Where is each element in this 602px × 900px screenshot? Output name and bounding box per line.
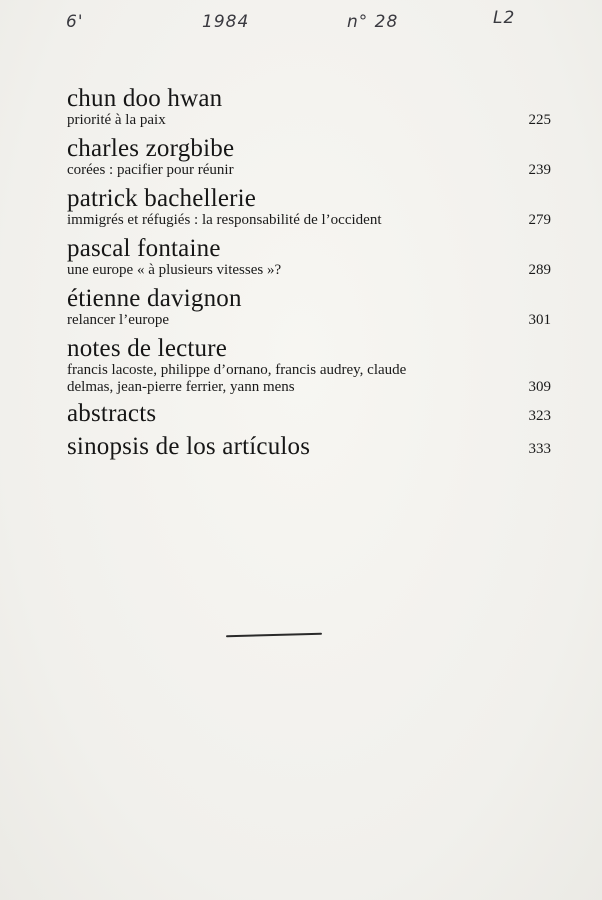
entry-subtitle-row [67, 312, 551, 329]
handwritten-annotation: n° 28 [347, 12, 399, 32]
entry-subtitle-row [67, 112, 551, 129]
entry-subtitle-row [67, 162, 551, 179]
entry-subtitle: delmas, jean-pierre ferrier, yann mens [67, 379, 295, 395]
toc-entry [67, 236, 551, 279]
toc-entry [67, 86, 551, 129]
entry-page-number: 333 [528, 441, 551, 457]
handwritten-annotation: 6' [66, 12, 84, 32]
entry-page-number: 239 [528, 162, 551, 178]
entry-page-number: 289 [528, 262, 551, 278]
end-rule-divider [226, 633, 322, 638]
entry-author: charles zorgbibe [67, 135, 235, 162]
entry-author: chun doo hwan [67, 85, 223, 112]
entry-subtitle: priorité à la paix [67, 112, 166, 128]
entry-page-number: 279 [528, 212, 551, 228]
toc-entry [67, 434, 551, 460]
entry-author: patrick bachellerie [67, 185, 257, 212]
entry-page-number: 309 [528, 379, 551, 395]
entry-page-number: 301 [528, 312, 551, 328]
entry-subtitle: une europe « à plusieurs vitesses »? [67, 262, 282, 278]
toc-entry [67, 286, 551, 329]
entry-author: notes de lecture [67, 335, 228, 362]
entry-subtitle-row [67, 362, 551, 396]
table-of-contents [67, 86, 551, 460]
toc-entry [67, 336, 551, 396]
entry-author: étienne davignon [67, 285, 242, 312]
handwritten-annotation: 1984 [202, 12, 250, 32]
entry-author: sinopsis de los artículos [67, 433, 311, 460]
entry-subtitle: relancer l’europe [67, 312, 170, 328]
entry-author: pascal fontaine [67, 235, 221, 262]
handwritten-annotation: L2 [493, 8, 516, 28]
entry-page-number: 323 [528, 408, 551, 424]
entry-subtitle: francis lacoste, philippe d’ornano, francis audrey, claude [67, 362, 407, 378]
entry-subtitle-row [67, 212, 551, 229]
entry-subtitle: corées : pacifier pour réunir [67, 162, 234, 178]
entry-subtitle-row [67, 262, 551, 279]
entry-page-number: 225 [528, 112, 551, 128]
toc-entry [67, 136, 551, 179]
entry-author: abstracts [67, 400, 157, 427]
entry-subtitle: immigrés et réfugiés : la responsabilité de l’occident [67, 212, 382, 228]
toc-entry [67, 401, 551, 427]
toc-entry [67, 186, 551, 229]
